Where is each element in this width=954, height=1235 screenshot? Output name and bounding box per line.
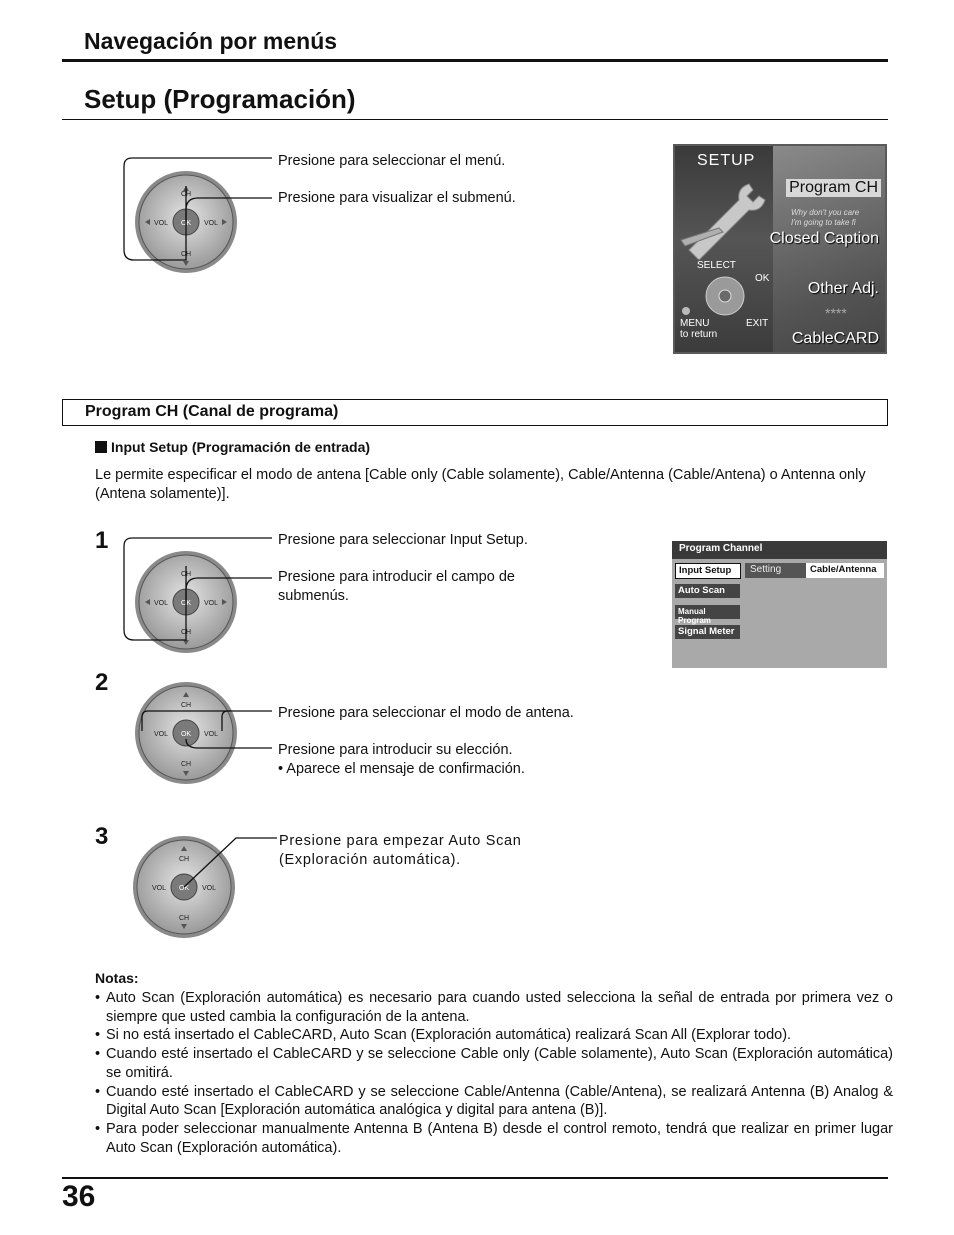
ch-up-label: CH xyxy=(178,856,190,863)
input-setup-subtitle: Input Setup (Programación de entrada) xyxy=(111,439,371,455)
note-item: • Cuando esté insertado el CableCARD y se seleccione Cable/Antenna (Cable/Antena), se realizará Antenna (B) Analog & Digital Auto Scan [Exploración automática analógica y digital para antena (B)]. xyxy=(95,1083,893,1120)
remote-navigation-pad-step-3 xyxy=(120,828,285,943)
input-setup-description: Le permite especificar el modo de antena [Cable only (Cable solamente), Cable/Antenna (Cable/Antena) o Antenna only (Antena solamente)]. xyxy=(95,467,866,502)
vol-right-label: VOL xyxy=(203,600,219,607)
pc-item-input-setup[interactable]: Input Setup xyxy=(675,563,741,579)
vol-left-label: VOL xyxy=(153,600,169,607)
exit-label: EXIT xyxy=(746,318,769,329)
ch-up-label: CH xyxy=(180,571,192,578)
ch-down-label: CH xyxy=(180,761,192,768)
program-channel-screen xyxy=(672,541,887,668)
ch-down-label: CH xyxy=(180,251,192,258)
ok-label: OK xyxy=(180,731,192,738)
note-item: • Para poder seleccionar manualmente Antenna B (Antena B) desde el control remoto, tendrá que realizar en primer lugar Auto Scan (Exploración automática). xyxy=(95,1120,893,1157)
to-return-label: to return xyxy=(680,329,718,340)
setup-item-cablecard[interactable]: CableCARD xyxy=(791,330,879,347)
note-item: • Si no está insertado el CableCARD, Auto Scan (Exploración automática) realizará Scan All (Explorar todo). xyxy=(95,1026,893,1045)
remote-navigation-pad-step-1 xyxy=(120,530,280,655)
banner-line-2: I'm going to take fi xyxy=(791,218,856,227)
mini-remote-pad-icon xyxy=(703,274,747,318)
step-2-callout-c: • Aparece el mensaje de confirmación. xyxy=(278,761,525,777)
step-number-3: 3 xyxy=(95,823,109,850)
setup-menu-right-panel xyxy=(773,146,885,352)
banner-line-1: Why don't you care xyxy=(791,208,860,217)
ok-label: OK xyxy=(178,885,190,892)
setup-item-other-adj[interactable]: Other Adj. xyxy=(807,280,879,297)
footer-rule xyxy=(62,1177,888,1179)
vol-right-label: VOL xyxy=(203,220,219,227)
page-title: Setup (Programación) xyxy=(84,84,356,114)
title-rule xyxy=(62,119,888,120)
vol-right-label: VOL xyxy=(203,731,219,738)
step-1-callout-a: Presione para seleccionar Input Setup. xyxy=(278,532,528,548)
setup-item-program-ch[interactable]: Program CH xyxy=(786,179,881,197)
menu-button-icon xyxy=(681,306,691,316)
square-bullet-icon xyxy=(95,441,107,453)
select-label: SELECT xyxy=(697,260,736,271)
ch-up-label: CH xyxy=(180,191,192,198)
stars-decoration: **** xyxy=(825,305,847,321)
step-2-callout-b: Presione para introducir su elección. xyxy=(278,742,513,758)
pc-item-auto-scan[interactable]: Auto Scan xyxy=(675,584,740,598)
input-setup-subheading xyxy=(95,439,370,455)
pc-item-signal-meter[interactable]: Signal Meter xyxy=(675,625,740,639)
step-number-1: 1 xyxy=(95,527,109,554)
step-1-callout-b: Presione para introducir el campo de submenús. xyxy=(278,569,515,604)
step-number-2: 2 xyxy=(95,669,109,696)
wrench-icon xyxy=(679,180,769,260)
setup-menu-title: SETUP xyxy=(697,152,756,169)
page-number: 36 xyxy=(62,1180,96,1213)
setup-menu-left-panel xyxy=(675,146,773,352)
notes-title: Notas: xyxy=(95,970,139,986)
vol-left-label: VOL xyxy=(153,220,169,227)
remote-navigation-pad-step-2 xyxy=(120,675,280,790)
pc-setting-label: Setting xyxy=(745,563,806,578)
ok-label: OK xyxy=(180,600,192,607)
ch-down-label: CH xyxy=(178,915,190,922)
callout-select-menu: Presione para seleccionar el menú. xyxy=(278,153,506,169)
vol-left-label: VOL xyxy=(153,731,169,738)
ch-up-label: CH xyxy=(180,702,192,709)
setup-menu-screen xyxy=(673,144,887,354)
program-ch-section-header xyxy=(62,399,888,426)
header-rule xyxy=(62,59,888,62)
ok-hint-label: OK xyxy=(755,273,770,284)
callout-display-submenu: Presione para visualizar el submenú. xyxy=(278,190,516,206)
notes-list xyxy=(95,989,893,1157)
setup-item-closed-caption[interactable]: Closed Caption xyxy=(769,230,879,247)
step-2-callout-a: Presione para seleccionar el modo de antena. xyxy=(278,705,574,721)
ch-down-label: CH xyxy=(180,629,192,636)
note-item: • Auto Scan (Exploración automática) es necesario para cuando usted selecciona la señal de entrada por primera vez o siempre que usted cambia la configuración de la antena. xyxy=(95,989,893,1026)
pc-item-manual-program[interactable]: Manual Program xyxy=(675,605,740,619)
vol-left-label: VOL xyxy=(151,885,167,892)
step-3-callout-a: Presione para empezar Auto Scan (Exploración automática). xyxy=(279,833,522,868)
remote-navigation-pad-intro xyxy=(120,150,280,275)
program-ch-section-title: Program CH (Canal de programa) xyxy=(85,403,339,420)
menu-label: MENU xyxy=(680,318,710,329)
section-title: Navegación por menús xyxy=(84,28,338,54)
ok-label: OK xyxy=(180,220,192,227)
vol-right-label: VOL xyxy=(201,885,217,892)
program-channel-title: Program Channel xyxy=(672,541,887,559)
note-item: • Cuando esté insertado el CableCARD y se seleccione Cable only (Cable solamente), Auto Scan (Exploración automática) se omitirá. xyxy=(95,1045,893,1082)
pc-setting-value[interactable]: Cable/Antenna xyxy=(806,563,884,578)
